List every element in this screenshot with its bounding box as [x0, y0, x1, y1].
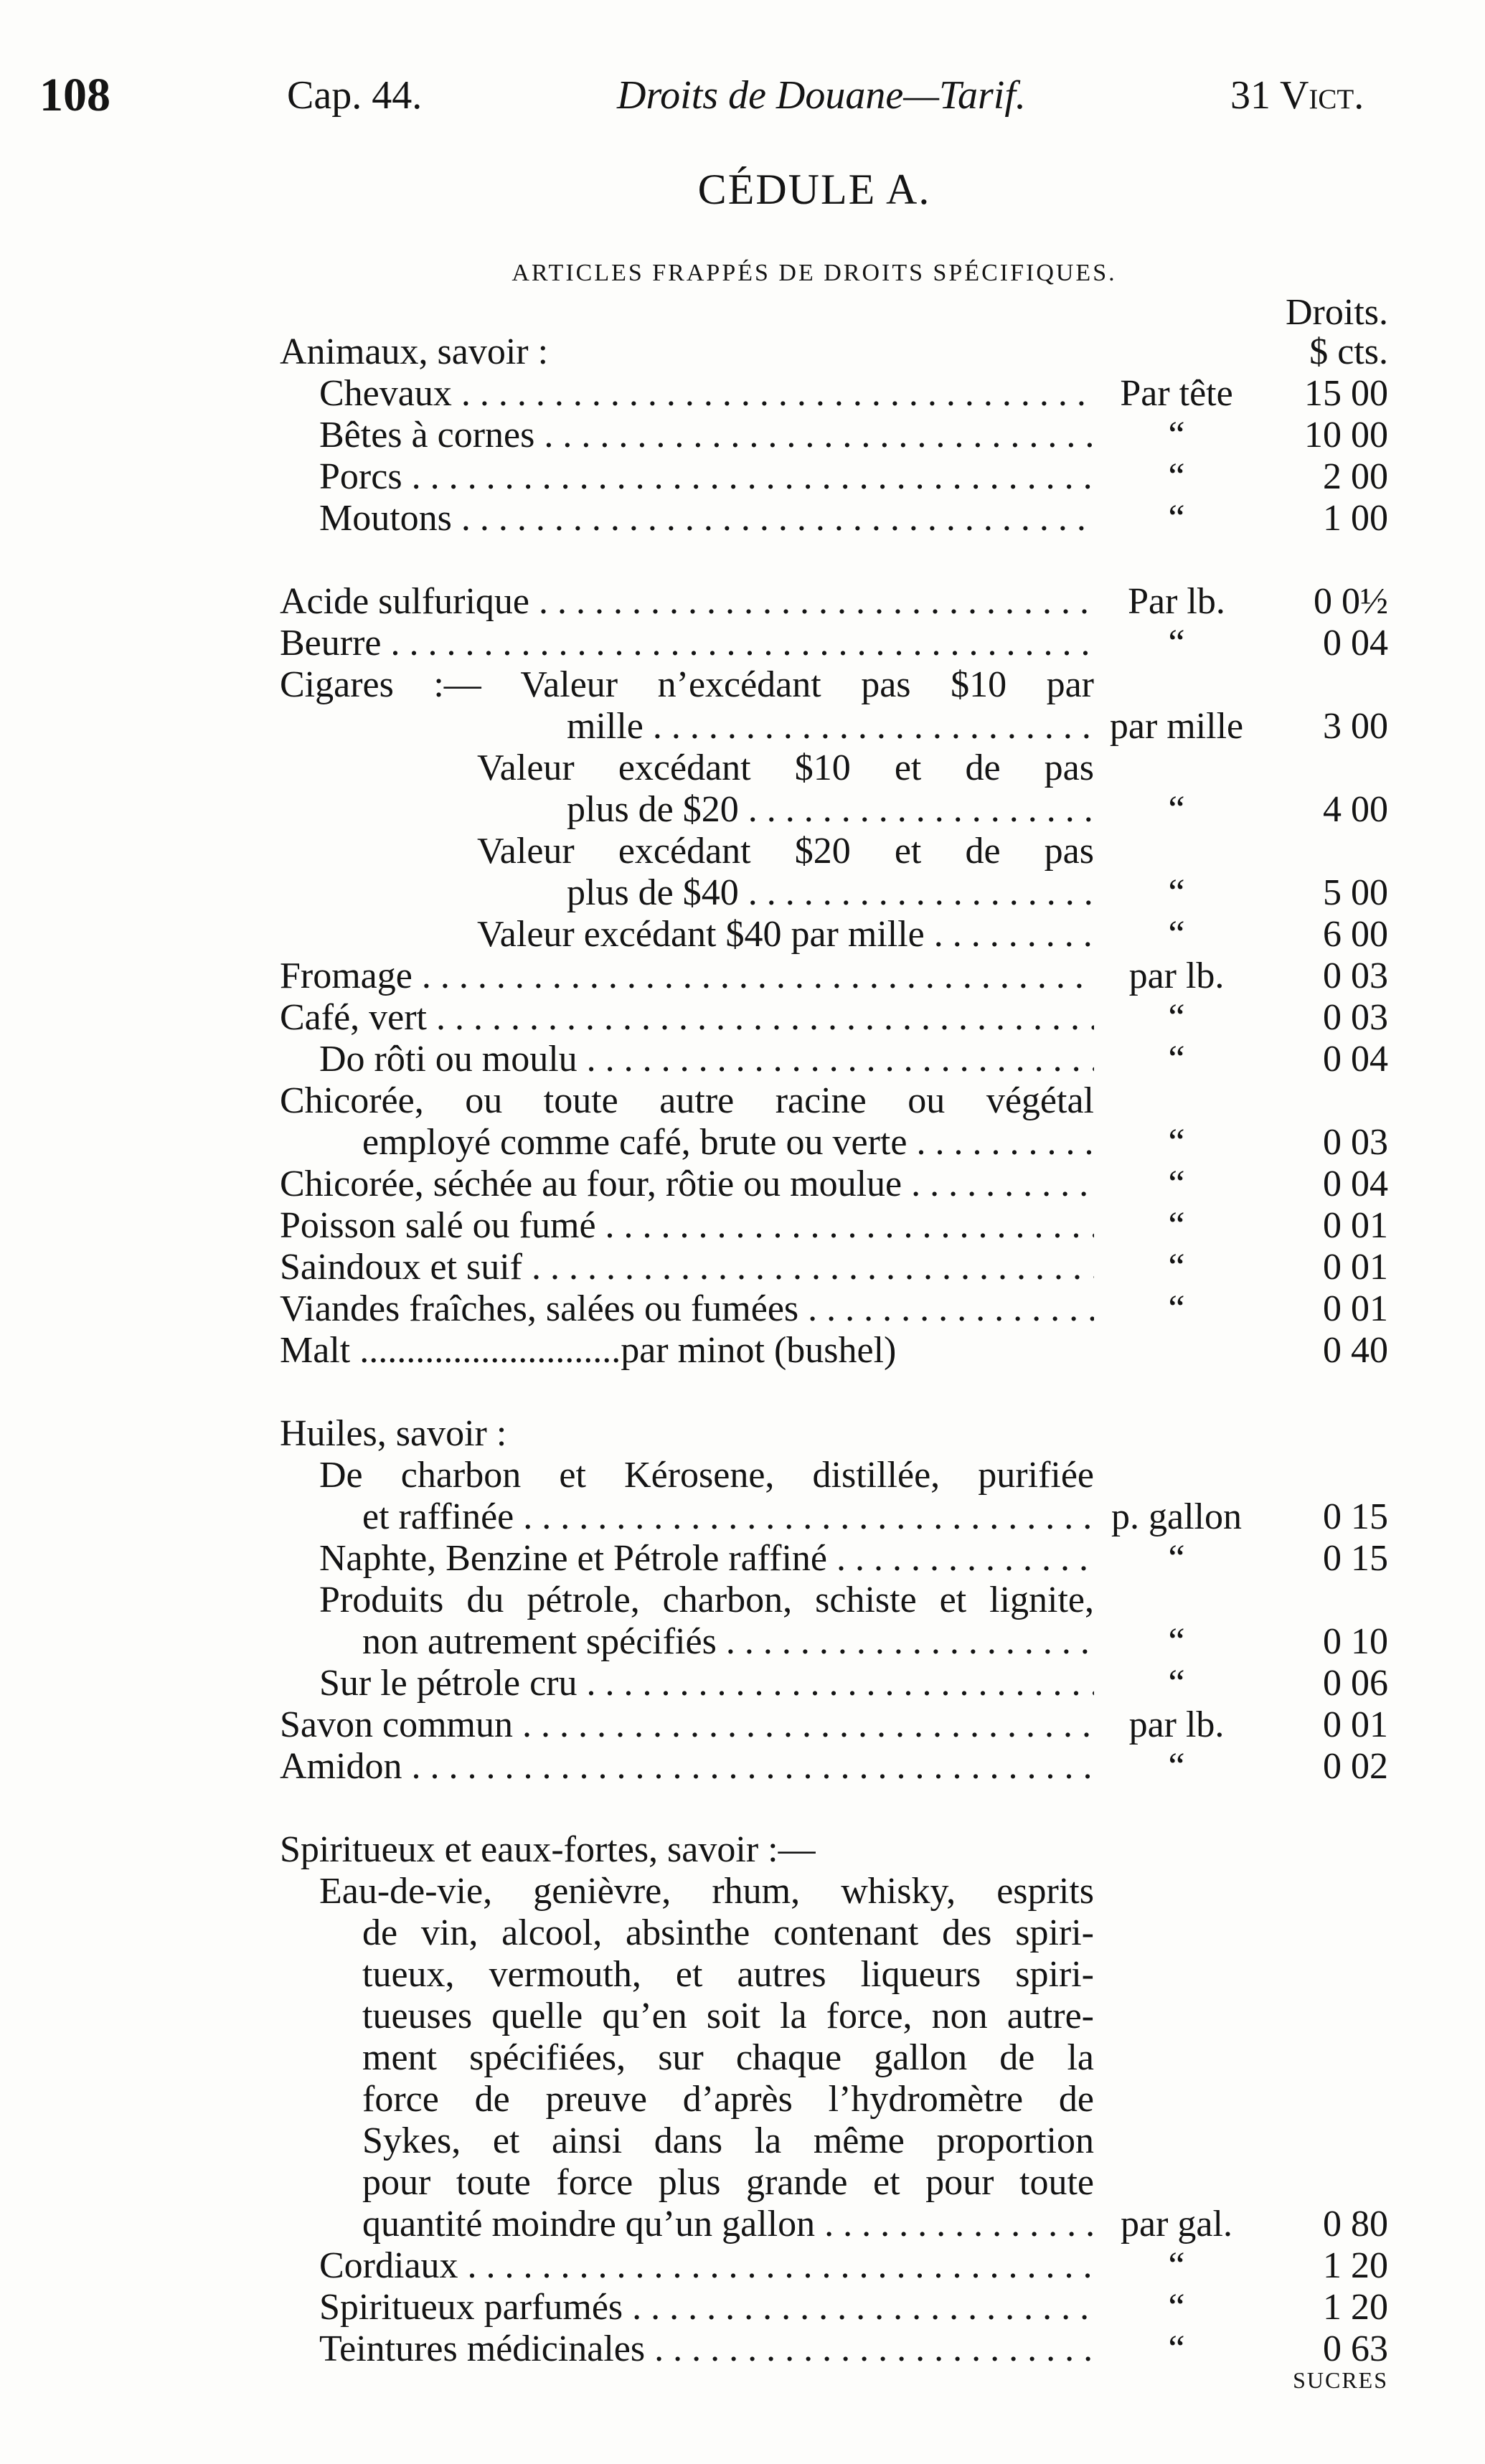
tariff-row: [280, 1247, 1388, 1288]
item-description: de vin, alcool, absinthe contenant des spiri-: [362, 1912, 1094, 1953]
item-description: Savon commun . . .: [280, 1704, 1094, 1746]
duty-amount: 0 63: [1323, 2328, 1388, 2369]
duty-unit: “: [1168, 1247, 1185, 1288]
duty-amount: 5 00: [1323, 872, 1388, 913]
item-description: Eau-de-vie, genièvre, rhum, whisky, esprits: [319, 1871, 1094, 1912]
tariff-row: [280, 2037, 1388, 2079]
item-description: Animaux, savoir :: [280, 331, 549, 372]
tariff-row: [280, 706, 1388, 747]
tariff-row: [280, 1621, 1388, 1663]
tariff-row: [280, 1163, 1388, 1205]
duty-amount: 6 00: [1323, 914, 1388, 955]
tariff-row: [280, 872, 1388, 914]
duty-unit: “: [1168, 997, 1185, 1038]
item-description: Huiles, savoir :: [280, 1413, 507, 1454]
duty-amount: 10 00: [1304, 415, 1388, 455]
duty-amount: 15 00: [1304, 373, 1388, 414]
tariff-row: [280, 1829, 1388, 1871]
tariff-row: [280, 1455, 1388, 1496]
duty-unit: “: [1168, 1746, 1185, 1787]
section-gap: [280, 1788, 1388, 1829]
item-description: Chevaux . . .: [280, 373, 1094, 415]
currency-heading: $ cts.: [1309, 331, 1388, 372]
duty-amount: 0 06: [1323, 1663, 1388, 1704]
duty-unit: p. gallon: [1111, 1496, 1242, 1537]
duty-amount: 0 01: [1323, 1247, 1388, 1288]
item-description: De charbon et Kérosene, distillée, purifiée: [319, 1455, 1094, 1496]
item-description: Produits du pétrole, charbon, schiste et lignite,: [319, 1580, 1094, 1620]
duty-unit: “: [1168, 1163, 1185, 1204]
item-description: quantité moindre qu’un gallon . . .: [280, 2204, 1094, 2245]
item-description: Do rôti ou moulu . . .: [280, 1039, 1094, 1080]
tariff-row: [280, 789, 1388, 831]
duty-unit: “: [1168, 2287, 1185, 2328]
section-gap: [280, 539, 1388, 581]
tariff-row: [280, 1122, 1388, 1163]
duty-unit: “: [1168, 623, 1185, 664]
duty-unit: “: [1168, 1663, 1185, 1704]
item-description: tueuses quelle qu’en soit la force, non autre-: [362, 1996, 1094, 2036]
duty-amount: 0 01: [1323, 1205, 1388, 1246]
item-description: Poisson salé ou fumé . . .: [280, 1205, 1094, 1247]
duty-heading: Droits.: [1286, 292, 1388, 333]
duty-amount: 2 00: [1323, 456, 1388, 497]
duty-amount: 0 03: [1323, 997, 1388, 1038]
duty-unit: “: [1168, 2328, 1185, 2369]
tariff-row: [280, 1871, 1388, 1912]
duty-unit: par lb.: [1128, 955, 1225, 996]
duty-amount: 4 00: [1323, 789, 1388, 830]
item-description: plus de $40 . . .: [280, 872, 1094, 914]
tariff-row: [280, 456, 1388, 498]
item-description: Café, vert . . .: [280, 997, 1094, 1039]
chapter-reference: Cap. 44.: [287, 73, 423, 118]
section-gap: [280, 1372, 1388, 1413]
duty-amount: 1 00: [1323, 498, 1388, 539]
item-description: Cordiaux . . .: [280, 2245, 1094, 2287]
tariff-row: [280, 2287, 1388, 2328]
tariff-row: [280, 1746, 1388, 1788]
duty-amount: 0 40: [1323, 1330, 1388, 1371]
duty-unit: par lb.: [1128, 1704, 1225, 1745]
item-description: pour toute force plus grande et pour toute: [362, 2162, 1094, 2203]
tariff-row: [280, 581, 1388, 623]
item-description: ment spécifiées, sur chaque gallon de la: [362, 2037, 1094, 2078]
tariff-row: [280, 623, 1388, 664]
duty-amount: 0 04: [1323, 623, 1388, 664]
tariff-row: [280, 373, 1388, 415]
item-description: mille . . .: [280, 706, 1094, 747]
catchword: SUCRES: [1293, 2367, 1388, 2393]
item-description: Saindoux et suif . . .: [280, 1247, 1094, 1288]
duty-amount: 0 04: [1323, 1163, 1388, 1204]
item-description: Moutons . . .: [280, 498, 1094, 539]
schedule-title: CÉDULE A.: [697, 166, 931, 213]
item-description: Spiritueux et eaux-fortes, savoir :—: [280, 1829, 816, 1870]
tariff-row: [280, 1538, 1388, 1580]
duty-unit: par mille: [1109, 706, 1244, 747]
duty-unit: “: [1168, 2245, 1185, 2286]
duty-amount: 0 03: [1323, 955, 1388, 996]
tariff-row: [280, 1496, 1388, 1538]
schedule-subheading: ARTICLES FRAPPÉS DE DROITS SPÉCIFIQUES.: [512, 260, 1117, 286]
tariff-row: [280, 2162, 1388, 2204]
tariff-row: [280, 1039, 1388, 1080]
duty-unit: “: [1168, 498, 1185, 539]
duty-unit: “: [1168, 1621, 1185, 1662]
tariff-row: [280, 664, 1388, 706]
running-title: Droits de Douane—Tarif.: [617, 73, 1026, 118]
item-description: Amidon . . .: [280, 1746, 1094, 1788]
tariff-row: [280, 955, 1388, 997]
tariff-row: [280, 914, 1388, 955]
duty-amount: 0 15: [1323, 1496, 1388, 1537]
duty-amount: 0 10: [1323, 1621, 1388, 1662]
item-description: force de preuve d’après l’hydromètre de: [362, 2079, 1094, 2120]
duty-amount: 1 20: [1323, 2287, 1388, 2328]
tariff-row: [280, 1704, 1388, 1746]
item-description: Valeur excédant $40 par mille . . .: [280, 914, 1094, 955]
item-description: plus de $20 . . .: [280, 789, 1094, 831]
duty-amount: 0 01: [1323, 1288, 1388, 1329]
tariff-row: [280, 1288, 1388, 1330]
item-description: Chicorée, séchée au four, rôtie ou moulue . . .: [280, 1163, 1094, 1205]
tariff-table: [280, 331, 1388, 2370]
tariff-row: [280, 331, 1388, 373]
item-description: Porcs . . .: [280, 456, 1094, 498]
item-description: employé comme café, brute ou verte . . .: [280, 1122, 1094, 1163]
item-description: Spiritueux parfumés . . .: [280, 2287, 1094, 2328]
duty-amount: 0 02: [1323, 1746, 1388, 1787]
duty-amount: 0 03: [1323, 1122, 1388, 1163]
item-description: Cigares :— Valeur n’excédant pas $10 par: [280, 664, 1094, 705]
tariff-row: [280, 2328, 1388, 2370]
item-description: Teintures médicinales . . .: [280, 2328, 1094, 2370]
tariff-row: [280, 1954, 1388, 1996]
duty-amount: 0 01: [1323, 1704, 1388, 1745]
item-description: et raffinée . . .: [280, 1496, 1094, 1538]
duty-amount: 0 80: [1323, 2204, 1388, 2244]
duty-unit: “: [1168, 456, 1185, 497]
item-description: Fromage . . .: [280, 955, 1094, 997]
item-description: Acide sulfurique . . .: [280, 581, 1094, 623]
tariff-row: [280, 1996, 1388, 2037]
duty-amount: 0 15: [1323, 1538, 1388, 1579]
duty-unit: “: [1168, 789, 1185, 830]
item-description: Sur le pétrole cru . . .: [280, 1663, 1094, 1704]
duty-unit: “: [1168, 872, 1185, 913]
running-head: [0, 0, 1485, 143]
regnal-year: 31 Vict.: [1230, 73, 1364, 118]
item-description: non autrement spécifiés . . .: [280, 1621, 1094, 1663]
tariff-row: [280, 1080, 1388, 1122]
item-description: Naphte, Benzine et Pétrole raffiné . . .: [280, 1538, 1094, 1580]
item-description: Valeur excédant $20 et de pas: [477, 831, 1094, 872]
tariff-row: [280, 1413, 1388, 1455]
duty-unit: “: [1168, 1205, 1185, 1246]
tariff-row: [280, 831, 1388, 872]
item-description: Malt ............................par minot (bushel): [280, 1330, 897, 1371]
tariff-row: [280, 997, 1388, 1039]
page-number: 108: [39, 69, 110, 121]
duty-amount: 3 00: [1323, 706, 1388, 747]
duty-unit: “: [1168, 1039, 1185, 1080]
duty-column-heading: [1284, 291, 1388, 334]
duty-unit: “: [1168, 415, 1185, 455]
duty-amount: 0 0½: [1314, 581, 1388, 622]
tariff-row: [280, 2120, 1388, 2162]
tariff-row: [280, 1330, 1388, 1372]
item-description: Beurre . . .: [280, 623, 1094, 664]
duty-unit: Par tête: [1120, 373, 1233, 414]
item-description: Bêtes à cornes . . .: [280, 415, 1094, 456]
tariff-row: [280, 1663, 1388, 1704]
duty-unit: “: [1168, 914, 1185, 955]
duty-unit: “: [1168, 1288, 1185, 1329]
tariff-row: [280, 2079, 1388, 2120]
tariff-row: [280, 2245, 1388, 2287]
item-description: Chicorée, ou toute autre racine ou végétal: [280, 1080, 1094, 1121]
tariff-row: [280, 1912, 1388, 1954]
tariff-row: [280, 415, 1388, 456]
tariff-row: [280, 498, 1388, 539]
tariff-row: [280, 747, 1388, 789]
tariff-row: [280, 2204, 1388, 2245]
duty-unit: par gal.: [1121, 2204, 1232, 2244]
duty-unit: “: [1168, 1538, 1185, 1579]
item-description: Sykes, et ainsi dans la même proportion: [362, 2120, 1094, 2161]
duty-unit: Par lb.: [1128, 581, 1225, 622]
item-description: Valeur excédant $10 et de pas: [477, 747, 1094, 788]
duty-amount: 0 04: [1323, 1039, 1388, 1080]
duty-amount: 1 20: [1323, 2245, 1388, 2286]
item-description: tueux, vermouth, et autres liqueurs spiri-: [362, 1954, 1094, 1995]
tariff-row: [280, 1205, 1388, 1247]
duty-unit: “: [1168, 1122, 1185, 1163]
tariff-row: [280, 1580, 1388, 1621]
item-description: Viandes fraîches, salées ou fumées . . .: [280, 1288, 1094, 1330]
